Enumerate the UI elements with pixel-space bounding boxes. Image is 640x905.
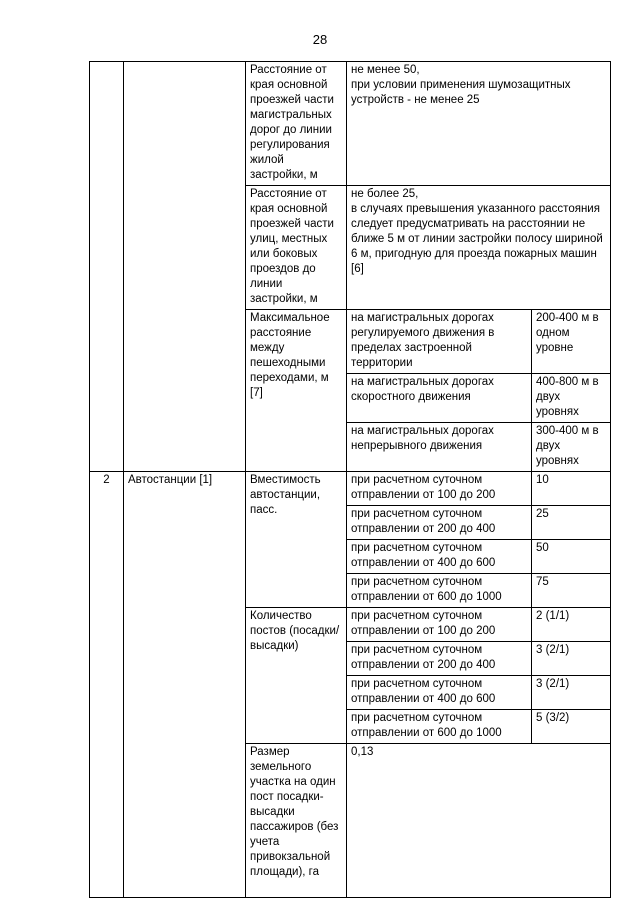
number-cell bbox=[90, 62, 124, 472]
param-cell: Количество постов (посадки/ высадки) bbox=[246, 608, 347, 744]
param-cell: Максимальное расстояние между пешеходными переходами, м [7] bbox=[246, 310, 347, 472]
condition-cell: при расчетном суточном отправлении от 600 до 1000 bbox=[347, 710, 532, 744]
condition-cell: при расчетном суточном отправлении от 200 до 400 bbox=[347, 642, 532, 676]
value-cell: 25 bbox=[532, 506, 611, 540]
table-row bbox=[90, 472, 611, 506]
condition-cell: при расчетном суточном отправлении от 400 до 600 bbox=[347, 676, 532, 710]
value-cell: не менее 50, при условии применения шумозащитных устройств - не менее 25 bbox=[347, 62, 611, 186]
condition-cell: на магистральных дорогах регулируемого движения в пределах застроенной территории bbox=[347, 310, 532, 374]
condition-cell: при расчетном суточном отправлении от 400 до 600 bbox=[347, 540, 532, 574]
value-cell: 50 bbox=[532, 540, 611, 574]
value-cell: не более 25, в случаях превышения указанного расстояния следует предусматривать на расстоянии не ближе 5 м от линии застройки полосу шириной 6 м, пригодную для проезда пожарных машин [6] bbox=[347, 186, 611, 310]
condition-cell: при расчетном суточном отправлении от 600 до 1000 bbox=[347, 574, 532, 608]
param-cell: Расстояние от края основной проезжей части магистральных дорог до линии регулирования жилой застройки, м bbox=[246, 62, 347, 186]
value-cell: 3 (2/1) bbox=[532, 676, 611, 710]
section-number: 2 bbox=[90, 472, 124, 898]
value-cell: 200-400 м в одном уровне bbox=[532, 310, 611, 374]
condition-cell: при расчетном суточном отправлении от 200 до 400 bbox=[347, 506, 532, 540]
condition-cell: на магистральных дорогах скоростного движения bbox=[347, 374, 532, 423]
table-row bbox=[90, 62, 611, 186]
param-cell: Расстояние от края основной проезжей части улиц, местных или боковых проездов до линии застройки, м bbox=[246, 186, 347, 310]
value-cell: 75 bbox=[532, 574, 611, 608]
value-cell: 300-400 м в двух уровнях bbox=[532, 423, 611, 472]
name-cell bbox=[124, 62, 246, 472]
param-cell: Вместимость автостанции, пасс. bbox=[246, 472, 347, 608]
page-number: 28 bbox=[312, 32, 328, 47]
value-cell: 5 (3/2) bbox=[532, 710, 611, 744]
value-cell: 0,13 bbox=[347, 744, 611, 898]
section-name: Автостанции [1] bbox=[124, 472, 246, 898]
norms-table bbox=[89, 61, 611, 898]
value-cell: 3 (2/1) bbox=[532, 642, 611, 676]
value-cell: 2 (1/1) bbox=[532, 608, 611, 642]
param-cell: Размер земельного участка на один пост посадки-высадки пассажиров (без учета привокзальной площади), га bbox=[246, 744, 347, 898]
condition-cell: на магистральных дорогах непрерывного движения bbox=[347, 423, 532, 472]
condition-cell: при расчетном суточном отправлении от 100 до 200 bbox=[347, 472, 532, 506]
value-cell: 400-800 м в двух уровнях bbox=[532, 374, 611, 423]
condition-cell: при расчетном суточном отправлении от 100 до 200 bbox=[347, 608, 532, 642]
value-cell: 10 bbox=[532, 472, 611, 506]
